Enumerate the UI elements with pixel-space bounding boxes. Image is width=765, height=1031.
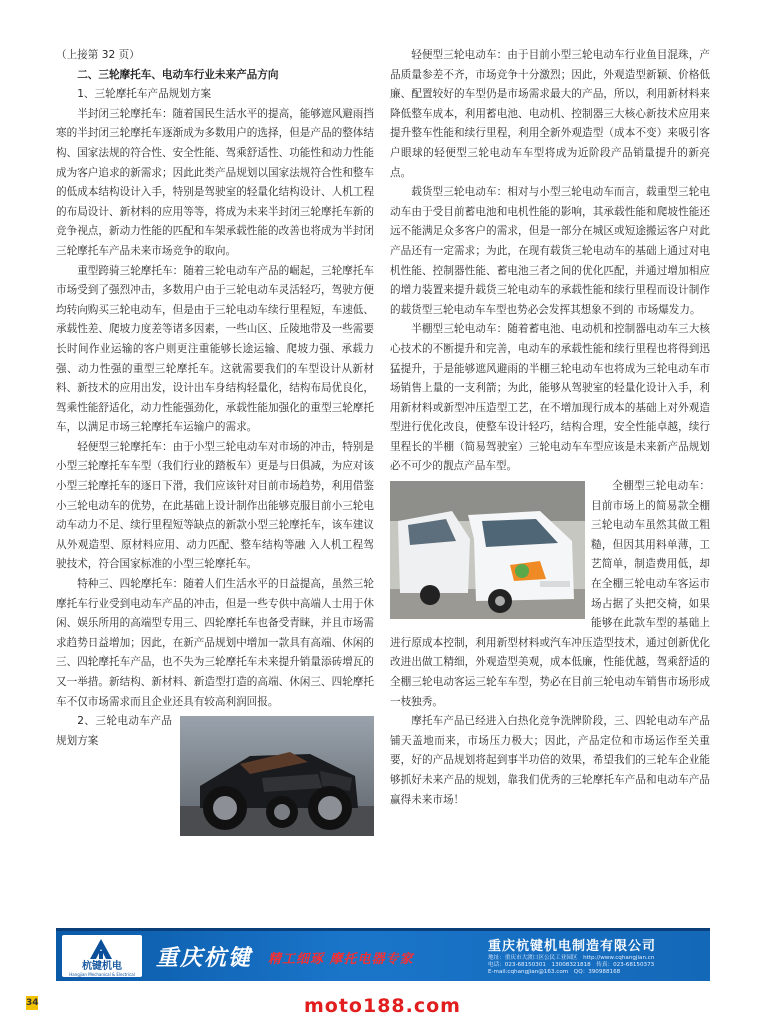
sponsor-banner[interactable] — [56, 928, 710, 981]
brand-tagline: 精工细琢 摩托电器专家 — [268, 952, 414, 967]
subsection-heading: 1、三轮摩托车产品规划方案 — [77, 88, 212, 101]
paragraph-conclusion: 摩托车产品已经进入白热化竞争洗牌阶段，三、四轮电动车产品铺天盖地而来，市场压力极大；因此，产品定位和市场运作至关重要，好的产品规划将起到事半功倍的效果，希望我们的三轮车企业能够抓好未来产品的规划，靠我们优秀的三轮摩托车产品和电动车产品赢得未来市场！ — [390, 715, 710, 806]
special-trike-section — [56, 575, 374, 712]
paragraph-full-cab-ev: 全棚型三轮电动车：目前市场上的简易款全棚三轮电动车虽然其做工粗糙，但因其用料单薄，工艺简单，制造费用低，却在全棚三轮电动车客运市场占据了头把交椅，如果能够在此款车型的基础上进行原成本控制，利用新型材料或汽车冲压造型技术，通过创新优化改进出做工精细，外观造型美观，成本低廉，性能优越，驾乘舒适的全棚三轮电动客运三轮车车型，势必在目前三轮电动车销售市场形成一枝独秀。 — [390, 480, 710, 708]
paragraph-cargo-ev: 载货型三轮电动车：相对与小型三轮电动车而言，载重型三轮电动车由于受目前蓄电池和电机性能的影响，其承载性能和爬坡性能还远不能满足众多客户的需求，但是一部分在城区或短途搬运客户对此产品还有一定需求；为此，在现有载货三轮电动车的基础上通过对电机性能、控制器性能、蓄电池三者之间的优化匹配，并通过增加相应的增力装置来提升载货三轮电动车的承载性能和续行里程而设计制作的载货型三轮电动车车型也势必会发挥其想象不到的 市场爆发力。 — [390, 186, 710, 316]
black-trike-photo — [180, 716, 374, 836]
company-email: E-mail:cqhangjian@163.com QQ：390988168 — [488, 969, 621, 975]
company-logo — [62, 935, 142, 977]
logo-name: 杭键机电 — [82, 961, 122, 972]
site-watermark[interactable]: moto188.com — [304, 995, 461, 1017]
right-column — [390, 46, 710, 810]
paragraph-special: 特种三、四轮摩托车：随着人们生活水平的日益提高，虽然三轮摩托车行业受到电动车产品的冲击，但是一些专供中高端人士用于休闲、娱乐所用的高端型专用三、四轮摩托车也备受青睐，并且市场需求趋势日益增加；因此，在新产品规划中增加一款具有高端、休闲的三、四轮摩托车产品，也不失为三轮摩托车未来提升销量添砖增瓦的又一举措。新结构、新材料、新造型打造的高端、休闲三、四轮摩托车不仅市场需求而且企业还具有较高利润回报。 — [56, 578, 374, 708]
logo-subtitle: Hangjian Mechanical & Electrical — [69, 972, 135, 977]
paragraph-semi-enclosed: 半封闭三轮摩托车：随着国民生活水平的提高，能够遮风避雨挡寒的半封闭三轮摩托车逐渐成为多数用户的选择，但是产品的整体结构、国家法规的符合性、安全性能、驾乘舒适性、功能性和动力性能成为客户追求的新需求；因此此类产品规划以国家法规符合性和整车的低成本结构设计入手，特别是驾驶室的轻量化结构设计、人机工程的布局设计、新材料的应用等等，将成为未来半封闭三轮摩托车新的竞争视点，新动力性能的匹配和车架承载性能的改善也将成为半封闭三轮摩托车产品未来市场竞争的取向。 — [56, 107, 374, 257]
subsection-heading-2: 2、三轮电动车产品规划方案 — [56, 715, 172, 747]
left-column — [56, 46, 374, 836]
continued-note: （上接第 32 页） — [56, 49, 140, 61]
section-heading: 二、三轮摩托车、电动车行业未来产品方向 — [77, 68, 279, 81]
company-name: 重庆杭键机电制造有限公司 — [488, 939, 657, 954]
page-number: 34 — [26, 998, 39, 1008]
paragraph-half-cab-ev: 半棚型三轮电动车：随着蓄电池、电动机和控制器电动车三大核心技术的不断提升和完善，电动车的承载性能和续行里程也将得到迅猛提升，于是能够遮风避雨的半棚三轮电动车也将成为三轮电动车市场销售上量的一支利箭；为此，能够从驾驶室的轻量化设计入手，利用新材料或新型冲压造型工艺，在不增加现行成本的基础上对外观造型进行优化改良，使整车设计轻巧，结构合理，安全性能卓越，续行里程长的半棚（简易驾驶室）三轮电动车车型应该是未来新产品规划必不可少的靓点产品车型。 — [390, 323, 710, 473]
paragraph-heavy-duty: 重型跨骑三轮摩托车：随着三轮电动车产品的崛起，三轮摩托车市场受到了强烈冲击，多数用户由于三轮电动车灵活轻巧，驾驶方便均转向购买三轮电动车，但是由于三轮电动车续行里程短，车速低、承载性差、爬坡力度差等诸多因素，一些山区、丘陵地带及一些需要长时间作业运输的客户则更注重能够长途运输、爬坡力强、承载力强、动力性强的重型三轮摩托车。这就需要我们的车型设计从新材料、新技术的应用出发，设计出车身结构轻量化，结构布局优良化，驾乘性能舒适化，动力性能强劲化，承载性能加强化的重型三轮摩托车，以满足市场三轮摩托车运输户的需求。 — [56, 264, 374, 434]
logo-mark-icon — [86, 937, 116, 961]
paragraph-light-ev: 轻便型三轮电动车：由于目前小型三轮电动车行业鱼目混珠，产品质量参差不齐，市场竞争十分激烈；因此，外观造型新颖、价格低廉、配置较好的车型仍是市场需求最大的产品，所以，利用新材料来降低整车成本，利用蓄电池、电动机、控制器三大核心新技术应用来提升整车性能和续行里程，利用全新外观造型（成本不变）来吸引客户眼球的轻便型三轮电动车车型将成为近阶段产品销量提升的新亮点。 — [390, 49, 710, 179]
brand-slogan: 重庆杭键 — [156, 946, 253, 971]
company-phone: 电话：023-68150301 13008321818 传真：023-68150373 — [488, 962, 655, 968]
company-address: 地址：重庆市大渡口区公民工业园区 http://www.cqhangjian.cn — [488, 955, 655, 961]
paragraph-lightweight-motorcycle: 轻便型三轮摩托车：由于小型三轮电动车对市场的冲击，特别是小型三轮摩托车车型（我们行业的踏板车）更是与日俱减，为应对该小型三轮摩托车的逐日下滑，我们应该针对目前市场趋势，利用借鉴小三轮电动车的优势，在此基础上设计制作出能够克服目前小三轮电动车动力不足、续行里程短等缺点的新款小型三轮摩托车，该车建议从外观造型、原材料应用、动力匹配、整车结构等融 入人机工程驾驶技术，符合国家标准的小型三轮摩托车。 — [56, 440, 374, 571]
white-passenger-trike-photo — [390, 481, 585, 619]
